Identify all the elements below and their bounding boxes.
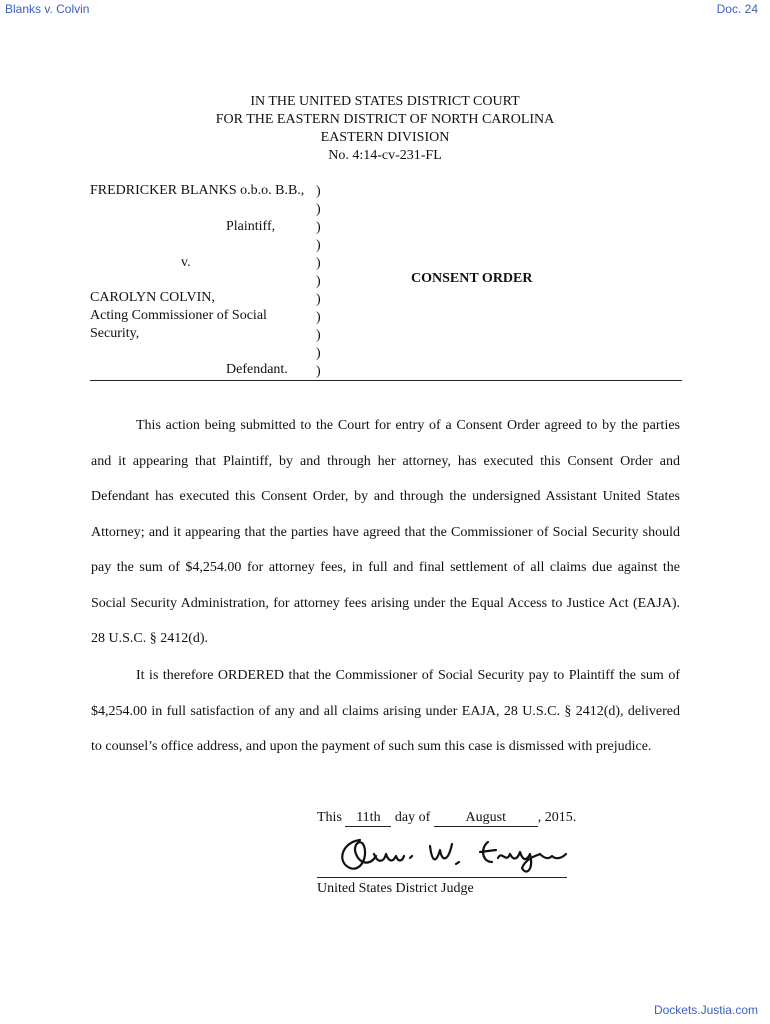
paragraph-text: This action being submitted to the Court for entry of a Consent Order agreed to by the parties and it appearing that Plaintiff, by and through her attorney, has executed this Consent Order and Defendant has executed this Consent Order, by and through the undersigned Assistant United States Attorney; and it appearing that the parties have agreed that the Commissioner of Social Security should pay the sum of $4,254.00 for attorney fees, in full and final settlement of all claims due against the Social Security Administration, for attorney fees arising under the Equal Access to Justice Act (EAJA). 28 U.S.C. § 2412(d). [91,418,680,646]
caption-court-line: IN THE UNITED STATES DISTRICT COURT [250,94,520,109]
month-blank: August [434,810,538,827]
court-caption [0,93,770,165]
plaintiff-label: Plaintiff, [226,219,276,234]
order-paragraph-2 [91,658,680,765]
paren: ) [316,346,321,361]
paren: ) [316,292,321,307]
plaintiff-name: FREDRICKER BLANKS o.b.o. B.B., [90,183,305,198]
caption-case-number: No. 4:14-cv-231-FL [328,148,442,163]
paren: ) [316,310,321,325]
justia-footer-link[interactable]: Dockets.Justia.com [653,1003,758,1017]
caption-division-line: EASTERN DIVISION [320,130,450,145]
paragraph-text: It is therefore ORDERED that the Commissioner of Social Security pay to Plaintiff the sum of $4,254.00 in full satisfaction of any and all claims arising under EAJA, 28 U.S.C. § 2412(d), delivered to counsel’s office address, and upon the payment of such sum this case is dismissed with prejudice. [91,668,680,754]
day-blank: 11th [345,810,391,827]
paren: ) [316,328,321,343]
paren: ) [316,202,321,217]
document-number-link[interactable]: Doc. 24 [716,2,758,16]
paren: ) [316,238,321,253]
case-name-link[interactable]: Blanks v. Colvin [5,2,90,16]
caption-district-line: FOR THE EASTERN DISTRICT OF NORTH CAROLINA [215,112,555,127]
date-prefix: This [317,810,342,825]
versus-label: v. [181,255,191,270]
paren: ) [316,274,321,289]
defendant-name: CAROLYN COLVIN, [90,290,215,305]
defendant-title-line-2: Security, [90,326,140,341]
judge-signature [330,828,580,880]
order-title: CONSENT ORDER [411,271,533,286]
judge-title: United States District Judge [317,881,474,896]
defendant-label: Defendant. [226,362,288,377]
date-suffix: , 2015. [537,810,577,825]
defendant-title-line-1: Acting Commissioner of Social [90,308,267,323]
paren: ) [316,220,321,235]
paren: ) [316,184,321,199]
date-middle: day of [394,810,431,825]
date-line [317,808,576,828]
order-paragraph-1 [91,408,680,657]
paren: ) [316,256,321,271]
signature-line [317,877,567,878]
caption-parenthesis-column [316,183,328,381]
paren: ) [316,364,321,379]
case-caption-block [90,183,682,383]
caption-divider [90,380,682,381]
